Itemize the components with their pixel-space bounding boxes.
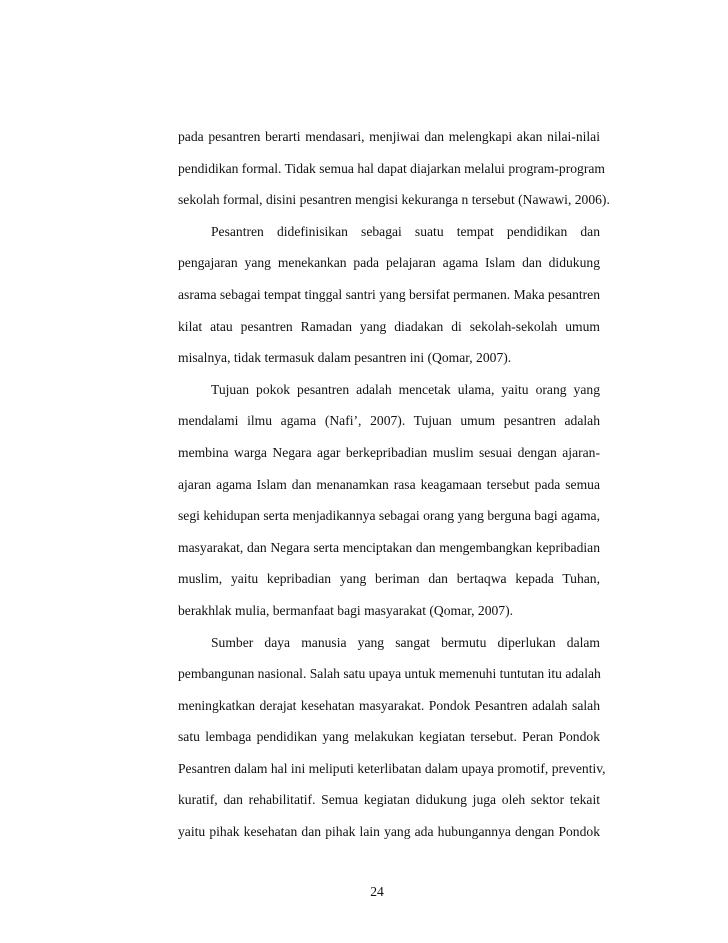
text-line: Pesantren dalam hal ini meliputi keterlibatan dalam upaya promotif, preventiv, <box>178 760 606 776</box>
text-line: segi kehidupan serta menjadikannya sebagai orang yang berguna bagi agama, <box>178 508 600 524</box>
page-number: 24 <box>370 884 384 899</box>
text-line: pengajaran yang menekankan pada pelajaran agama Islam dan didukung <box>178 255 600 271</box>
text-line: membina warga Negara agar berkepribadian muslim sesuai dengan ajaran- <box>178 444 600 460</box>
text-line: ajaran agama Islam dan menanamkan rasa keagamaan tersebut pada semua <box>178 476 600 492</box>
paragraph-first-line: Sumber daya manusia yang sangat bermutu diperlukan dalam <box>211 634 600 650</box>
text-line: mendalami ilmu agama (Nafi’, 2007). Tujuan umum pesantren adalah <box>178 413 600 429</box>
paragraph-last-line: misalnya, tidak termasuk dalam pesantren ini (Qomar, 2007). <box>178 350 512 366</box>
text-line: asrama sebagai tempat tinggal santri yang bersifat permanen. Maka pesantren <box>178 286 600 302</box>
paragraph-last-line: sekolah formal, disini pesantren mengisi kekuranga n tersebut (Nawawi, 2006). <box>178 192 610 208</box>
body-text <box>178 121 610 848</box>
text-line: satu lembaga pendidikan yang melakukan kegiatan tersebut. Peran Pondok <box>178 729 600 745</box>
text-line: muslim, yaitu kepribadian yang beriman dan bertaqwa kepada Tuhan, <box>178 571 600 587</box>
text-line: meningkatkan derajat kesehatan masyarakat. Pondok Pesantren adalah salah <box>178 697 600 713</box>
text-line: pendidikan formal. Tidak semua hal dapat diajarkan melalui program-program <box>178 160 605 176</box>
paragraph-first-line: Pesantren didefinisikan sebagai suatu tempat pendidikan dan <box>211 223 600 239</box>
text-line: yaitu pihak kesehatan dan pihak lain yang ada hubungannya dengan Pondok <box>178 824 600 840</box>
text-line: pembangunan nasional. Salah satu upaya untuk memenuhi tuntutan itu adalah <box>178 666 601 682</box>
paragraph-last-line: berakhlak mulia, bermanfaat bagi masyarakat (Qomar, 2007). <box>178 602 514 618</box>
text-line: masyarakat, dan Negara serta menciptakan dan mengembangkan kepribadian <box>178 539 600 555</box>
text-line: kuratif, dan rehabilitatif. Semua kegiatan didukung juga oleh sektor tekait <box>178 792 600 808</box>
text-line: kilat atau pesantren Ramadan yang diadakan di sekolah-sekolah umum <box>178 318 600 334</box>
paragraph-first-line: Tujuan pokok pesantren adalah mencetak ulama, yaitu orang yang <box>211 381 600 397</box>
text-line: pada pesantren berarti mendasari, menjiwai dan melengkapi akan nilai-nilai <box>178 129 600 144</box>
